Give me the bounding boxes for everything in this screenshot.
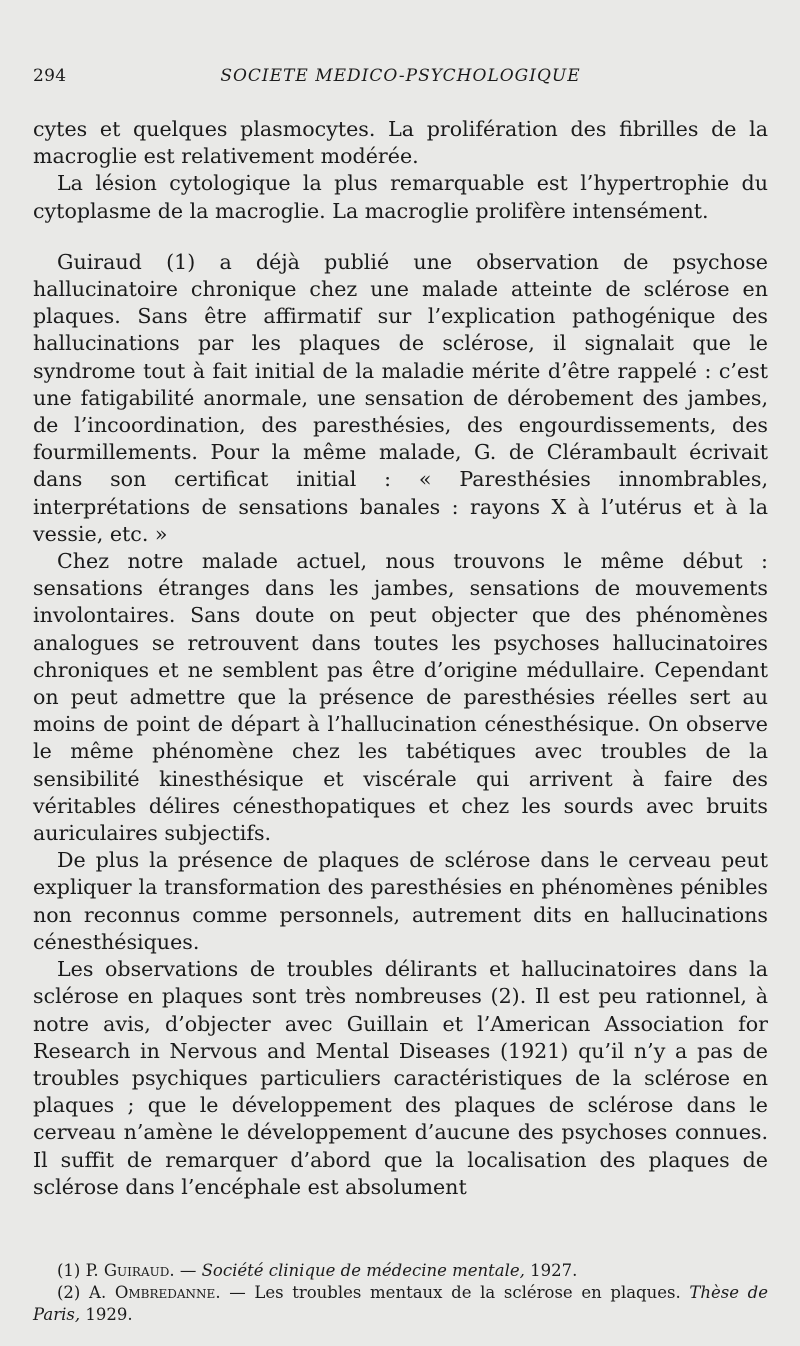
footnote-year: 1927. — [530, 1261, 578, 1280]
footnote-separator: — — [229, 1283, 246, 1302]
page-number: 294 — [33, 66, 67, 86]
footnote-marker: (2) — [57, 1283, 81, 1302]
footnote-author: A. Ombredanne. — [89, 1283, 221, 1302]
footnote-thesis: Thèse de Paris, — [33, 1283, 769, 1324]
footnote-year: 1929. — [85, 1305, 133, 1324]
paragraph-continued: cytes et quelques plasmocytes. La prolifération des fibrilles de la macroglie est relativement modérée. — [33, 117, 768, 169]
footnote-separator: — — [179, 1261, 197, 1280]
footnote-title: Société clinique de médecine mentale, — [201, 1261, 525, 1280]
paragraph-observations: Les observations de troubles délirants et hallucinatoires dans la sclérose en plaques sont très nombreuses (2). Il est peu rationnel, à notre avis, d’objecter avec Guillain et l’American Association for Research in Nervous and Mental Diseases (1921) qu’il n’y a pas de troubles psychiques particuliers caractéristiques de la sclérose en plaques ; que le développement des plaques de sclérose dans le cerveau n’amène le développement d’aucune des psychoses connues. Il suffit de remarquer d’abord que la localisation des plaques de sclérose dans l’encéphale est absolument — [33, 957, 768, 1199]
paragraph-sclerosis-plaques: De plus la présence de plaques de sclérose dans le cerveau peut expliquer la transformation des paresthésies en phénomènes pénibles non reconnus comme personnels, autrement dits en hallucinations cénesthésiques. — [33, 848, 768, 954]
footnote-text: Les troubles mentaux de la sclérose en plaques. — [254, 1283, 681, 1302]
footnotes — [33, 1260, 768, 1326]
journal-title: SOCIETE MEDICO-PSYCHOLOGIQUE — [220, 66, 581, 86]
paragraph-our-patient: Chez notre malade actuel, nous trouvons le même début : sensations étranges dans les jambes, sensations de mouvements involontaires. Sans doute on peut objecter que des phénomènes analogues se retrouvent dans toutes les psychoses hallucinatoires chroniques et ne semblent pas être d’origine médullaire. Cependant on peut admettre que la présence de paresthésies réelles sert au moins de point de départ à l’hallucination cénesthésique. On observe le même phénomène chez les tabétiques avec troubles de la sensibilité kinesthésique et viscérale qui arrivent à faire des véritables délires cénesthopatiques et chez les sourds avec bruits auriculaires subjectifs. — [33, 549, 768, 846]
paragraph-cytology-lesion: La lésion cytologique la plus remarquable est l’hypertrophie du cytoplasme de la macroglie. La macroglie prolifère intensément. — [33, 171, 768, 223]
footnote-1 — [33, 1260, 768, 1282]
paragraph-guiraud: Guiraud (1) a déjà publié une observation de psychose hallucinatoire chronique chez une malade atteinte de sclérose en plaques. Sans être affirmatif sur l’explication pathogénique des hallucinations par les plaques de sclérose, il signalait que le syndrome tout à fait initial de la maladie mérite d’être rappelé : c’est une fatigabilité anormale, une sensation de dérobement des jambes, de l’incoordination, des paresthésies, des engourdissements, des fourmillements. Pour la même malade, G. de Clérambault écrivait dans son certificat initial : « Paresthésies innombrables, interprétations de sensations banales : rayons X à l’utérus et à la vessie, etc. » — [33, 249, 768, 546]
footnote-2 — [33, 1282, 768, 1326]
footnote-author: P. Guiraud. — [85, 1261, 175, 1280]
footnote-marker: (1) — [57, 1261, 81, 1280]
running-head — [33, 66, 768, 96]
body-text — [33, 116, 768, 1201]
